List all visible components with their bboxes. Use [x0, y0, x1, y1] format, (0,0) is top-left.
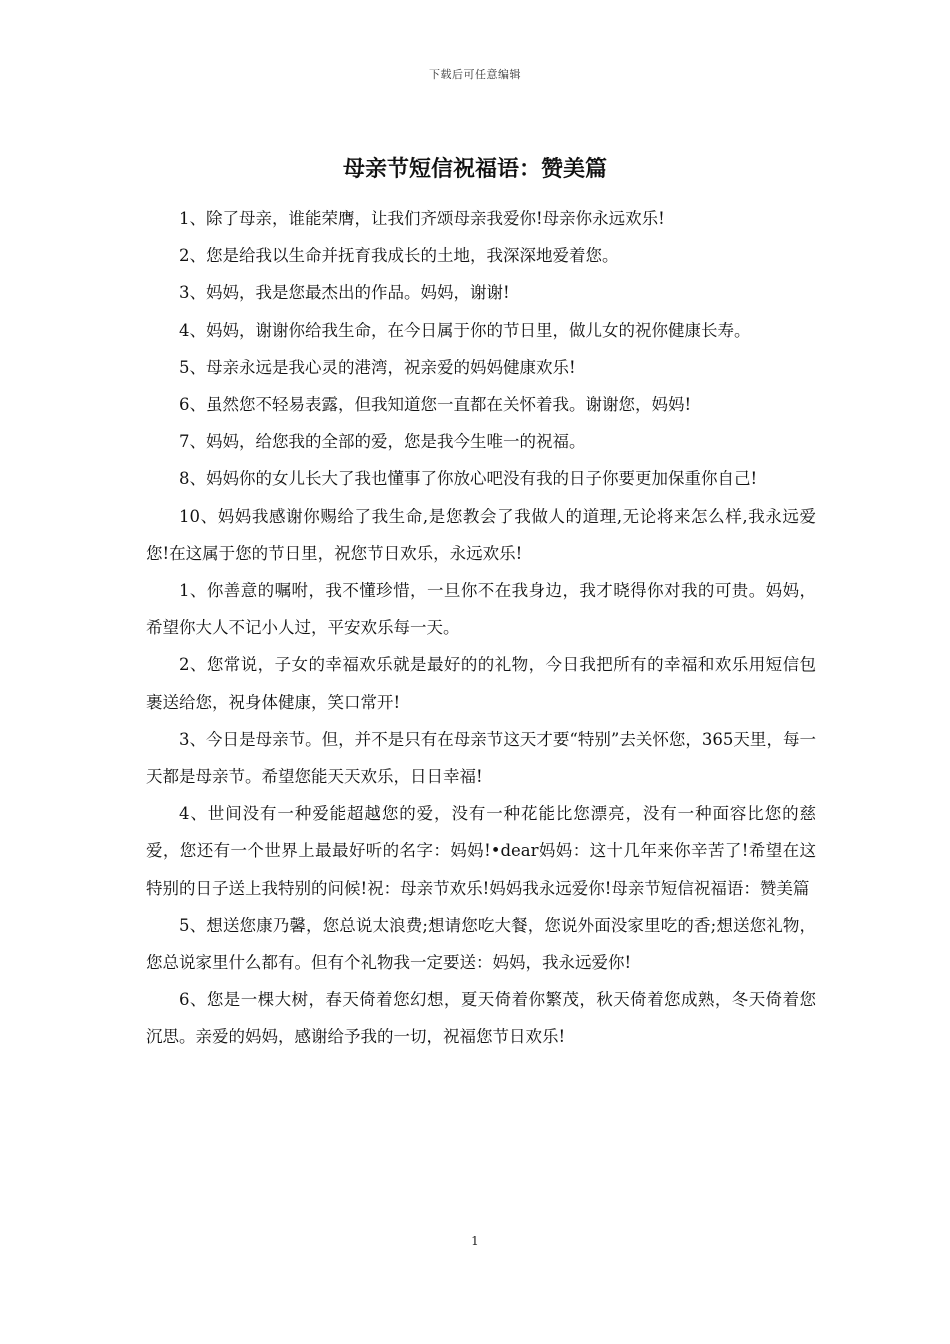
paragraph: 2、您常说，子女的幸福欢乐就是最好的的礼物，今日我把所有的幸福和欢乐用短信包裹送给您，祝身体健康，笑口常开!	[146, 655, 816, 712]
paragraph: 3、妈妈，我是您最杰出的作品。妈妈，谢谢!	[179, 283, 510, 303]
paragraph: 7、妈妈，给您我的全部的爱，您是我今生唯一的祝福。	[179, 432, 586, 452]
paragraph: 1、你善意的嘱咐，我不懂珍惜，一旦你不在我身边，我才晓得你对我的可贵。妈妈，希望你大人不记小人过，平安欢乐每一天。	[146, 581, 816, 638]
header-note: 下载后可任意编辑	[429, 68, 521, 81]
paragraph: 4、世间没有一种爱能超越您的爱，没有一种花能比您漂亮，没有一种面容比您的慈爱，您还有一个世界上最最好听的名字：妈妈!•dear妈妈：这十几年来你辛苦了!希望在这特别的日子送上我特别的问候!祝：母亲节欢乐!妈妈我永远爱你!母亲节短信祝福语：赞美篇	[146, 804, 816, 898]
paragraph: 2、您是给我以生命并抚育我成长的土地，我深深地爱着您。	[179, 246, 619, 266]
paragraph: 4、妈妈，谢谢你给我生命，在今日属于你的节日里，做儿女的祝你健康长寿。	[179, 320, 751, 340]
paragraph: 3、今日是母亲节。但，并不是只有在母亲节这天才要“特别”去关怀您，365天里，每一天都是母亲节。希望您能天天欢乐，日日幸福!	[146, 729, 816, 787]
page-number: 1	[471, 1234, 479, 1248]
paragraph: 8、妈妈你的女儿长大了我也懂事了你放心吧没有我的日子你要更加保重你自己!	[179, 469, 758, 489]
paragraph: 5、想送您康乃馨，您总说太浪费;想请您吃大餐，您说外面没家里吃的香;想送您礼物，您总说家里什么都有。但有个礼物我一定要送：妈妈，我永远爱你!	[146, 915, 816, 973]
paragraph: 1、除了母亲，谁能荣膺，让我们齐颂母亲我爱你!母亲你永远欢乐!	[179, 209, 665, 228]
paragraph: 6、虽然您不轻易表露，但我知道您一直都在关怀着我。谢谢您，妈妈!	[179, 395, 692, 415]
document-title: 母亲节短信祝福语：赞美篇	[342, 156, 607, 182]
document-body	[146, 200, 816, 1056]
paragraph: 6、您是一棵大树，春天倚着您幻想，夏天倚着你繁茂，秋天倚着您成熟，冬天倚着您沉思。亲爱的妈妈，感谢给予我的一切，祝福您节日欢乐!	[146, 990, 816, 1047]
paragraph: 10、妈妈我感谢你赐给了我生命,是您教会了我做人的道理,无论将来怎么样,我永远爱您!在这属于您的节日里，祝您节日欢乐，永远欢乐!	[146, 506, 816, 563]
paragraph: 5、母亲永远是我心灵的港湾，祝亲爱的妈妈健康欢乐!	[179, 357, 576, 377]
